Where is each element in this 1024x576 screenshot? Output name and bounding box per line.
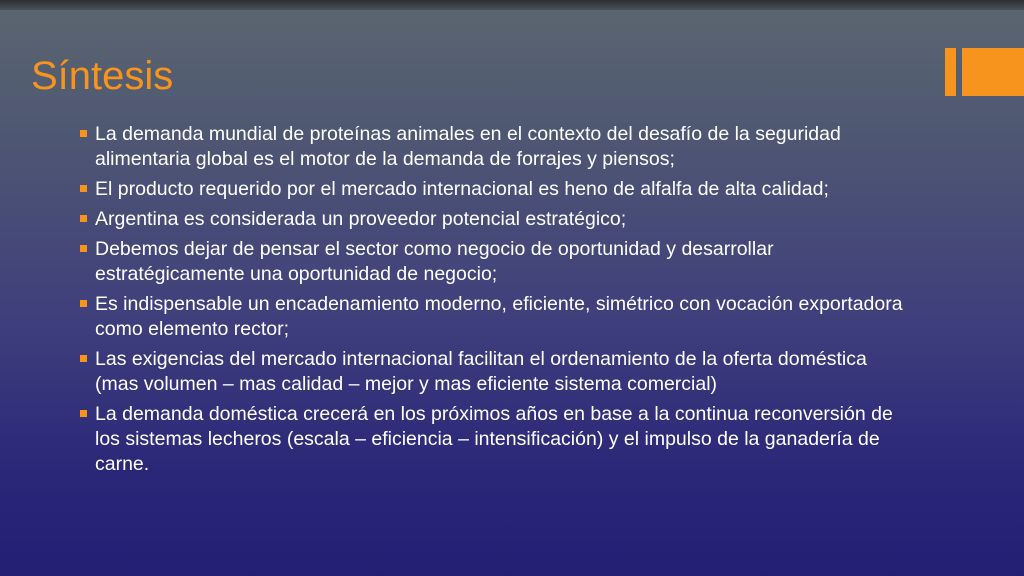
- square-bullet-icon: [80, 355, 87, 362]
- top-border-strip: [0, 0, 1024, 10]
- bullet-text: Argentina es considerada un proveedor potencial estratégico;: [95, 208, 627, 230]
- square-bullet-icon: [80, 300, 87, 307]
- bullet-text: La demanda doméstica crecerá en los próximos años en base a la continua reconversión de los sistemas lecheros (escala – eficiencia – intensificación) y el impulso de la ganadería de carne.: [95, 403, 893, 475]
- slide-title: Síntesis: [31, 54, 174, 98]
- square-bullet-icon: [80, 185, 87, 192]
- decorative-accent-bar-thin: [945, 48, 956, 96]
- bullet-text: Debemos dejar de pensar el sector como negocio de oportunidad y desarrollar estratégicamente una oportunidad de negocio;: [95, 238, 774, 285]
- bullet-text: Es indispensable un encadenamiento moderno, eficiente, simétrico con vocación exportadora como elemento rector;: [95, 293, 903, 340]
- bullet-text: La demanda mundial de proteínas animales en el contexto del desafío de la seguridad alimentaria global es el motor de la demanda de forrajes y piensos;: [95, 123, 841, 170]
- bullet-item: [78, 177, 908, 202]
- bullet-item: [78, 122, 908, 172]
- bullet-item: [78, 292, 908, 342]
- bullet-text: Las exigencias del mercado internacional facilitan el ordenamiento de la oferta doméstica (mas volumen – mas calidad – mejor y mas eficiente sistema comercial): [95, 348, 867, 395]
- bullet-item: [78, 347, 908, 397]
- bullet-list: [78, 122, 908, 482]
- bullet-item: [78, 237, 908, 287]
- square-bullet-icon: [80, 215, 87, 222]
- decorative-accent-bar-thick: [962, 48, 1024, 96]
- bullet-text: El producto requerido por el mercado internacional es heno de alfalfa de alta calidad;: [95, 178, 829, 200]
- square-bullet-icon: [80, 130, 87, 137]
- square-bullet-icon: [80, 410, 87, 417]
- square-bullet-icon: [80, 245, 87, 252]
- bullet-item: [78, 402, 908, 477]
- bullet-item: [78, 207, 908, 232]
